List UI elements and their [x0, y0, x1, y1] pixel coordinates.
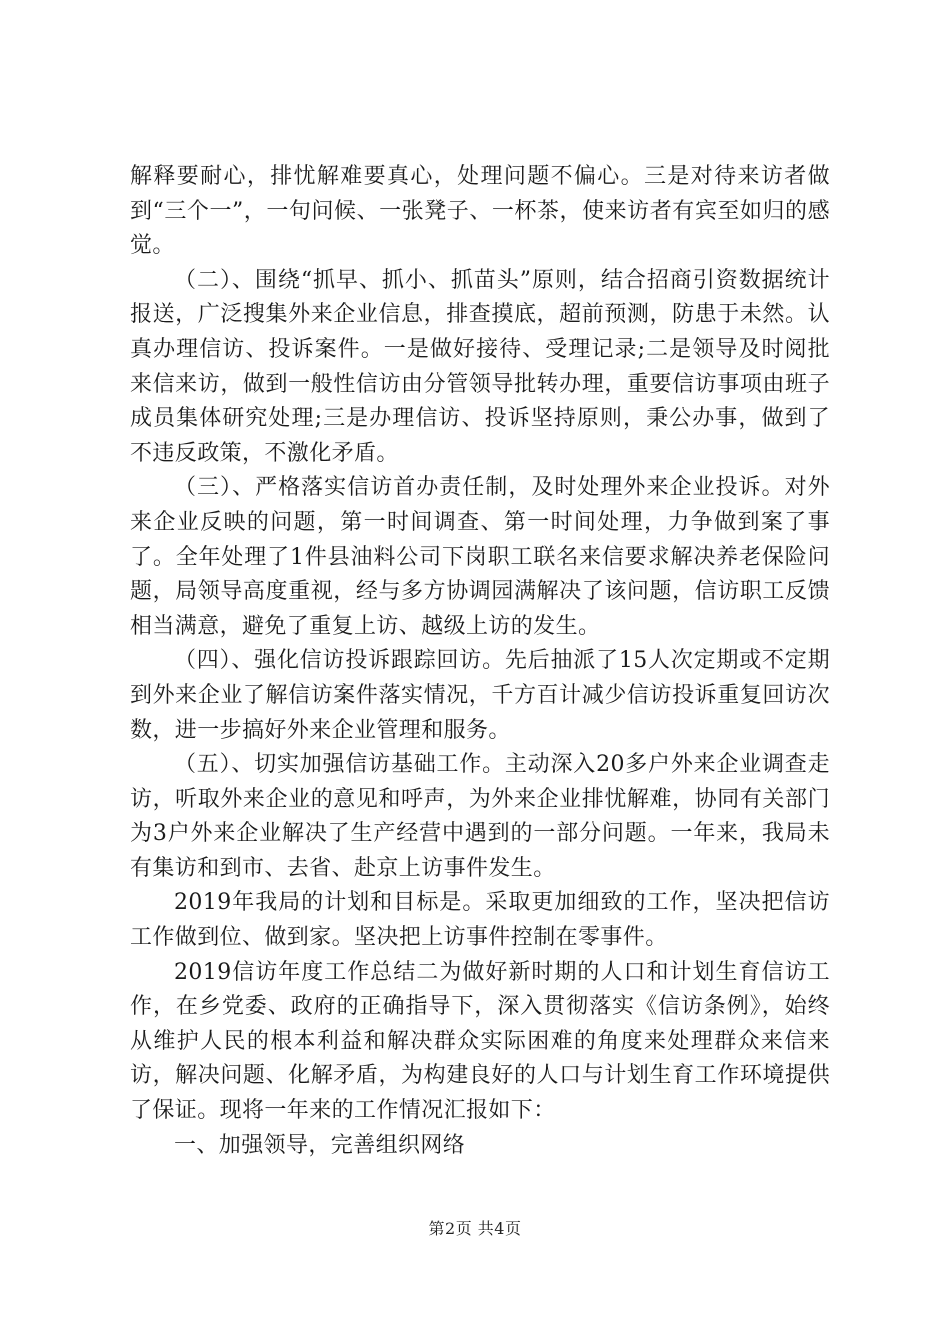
paragraph-summary-two: 2019信访年度工作总结二为做好新时期的人口和计划生育信访工作，在乡党委、政府的正确指导下，深入贯彻落实《信访条例》，始终从维护人民的根本利益和解决群众实际困难的角度来处理群众来信来访，解决问题、化解矛盾，为构建良好的人口与计划生育工作环境提供了保证。现将一年来的工作情况汇报如下：	[130, 959, 830, 1124]
page-number-footer: 第2页 共4页	[428, 1219, 522, 1238]
paragraph-section-3: （三）、严格落实信访首办责任制，及时处理外来企业投诉。对外来企业反映的问题，第一时间调查、第一时间处理，力争做到案了事了。全年处理了1件县油料公司下岗职工联名来信要求解决养老保险问题，局领导高度重视，经与多方协调园满解决了该问题，信访职工反馈相当满意，避免了重复上访、越级上访的发生。	[130, 475, 830, 639]
paragraph-section-5: （五）、切实加强信访基础工作。主动深入20多户外来企业调查走访，听取外来企业的意见和呼声，为外来企业排忧解难，协同有关部门为3户外来企业解决了生产经营中遇到的一部分问题。一年来，我局未有集访和到市、去省、赴京上访事件发生。	[130, 752, 830, 881]
paragraph-continuation: 解释要耐心，排忧解难要真心，处理问题不偏心。三是对待来访者做到“三个一”，一句问候、一张凳子、一杯茶，使来访者有宾至如归的感觉。	[130, 164, 830, 259]
document-body	[130, 160, 830, 1163]
paragraph-plan-2019: 2019年我局的计划和目标是。采取更加细致的工作，坚决把信访工作做到位、做到家。坚决把上访事件控制在零事件。	[130, 890, 830, 951]
paragraph-section-2: （二）、围绕“抓早、抓小、抓苗头”原则，结合招商引资数据统计报送，广泛搜集外来企业信息，排查摸底，超前预测，防患于未然。认真办理信访、投诉案件。一是做好接待、受理记录;二是领导及时阅批来信来访，做到一般性信访由分管领导批转办理，重要信访事项由班子成员集体研究处理;三是办理信访、投诉坚持原则，秉公办事，做到了不违反政策，不激化矛盾。	[130, 267, 830, 466]
paragraph-section-4: （四）、强化信访投诉跟踪回访。先后抽派了15人次定期或不定期到外来企业了解信访案件落实情况，千方百计减少信访投诉重复回访次数，进一步搞好外来企业管理和服务。	[130, 648, 830, 743]
section-heading-1: 一、加强领导，完善组织网络	[174, 1132, 466, 1158]
